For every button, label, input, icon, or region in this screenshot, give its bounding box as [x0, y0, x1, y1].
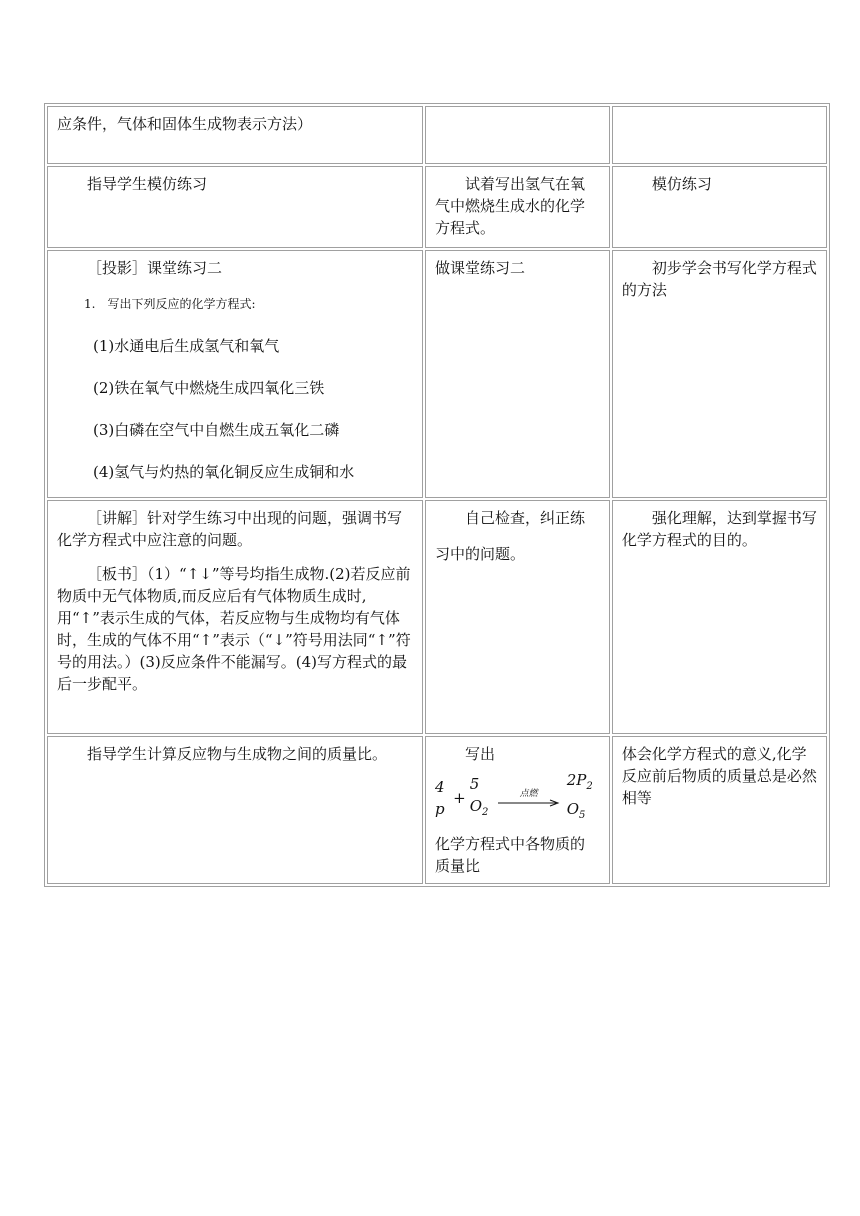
cell-text: 强化理解，达到掌握书写化学方程式的目的。: [621, 509, 817, 549]
cell-text: 模仿练习: [651, 175, 712, 193]
teacher-activity-cell: [47, 500, 423, 734]
equation-term: 4p: [434, 778, 445, 818]
cell-text: 体会化学方程式的意义,化学反应前后物质的质量总是必然相等: [621, 745, 817, 807]
teacher-activity-cell: [47, 166, 423, 248]
design-intent-cell: [612, 250, 827, 498]
teacher-activity-cell: [47, 736, 423, 884]
cell-text: 做课堂练习二: [434, 259, 525, 277]
design-intent-cell: [612, 166, 827, 248]
cell-text: 试着写出氢气在氧气中燃烧生成水的化学方程式。: [434, 175, 585, 237]
list-item: (4)氢气与灼热的氧化铜反应生成铜和水: [93, 463, 355, 481]
student-activity-cell: [425, 736, 610, 884]
cell-text: 指导学生计算反应物与生成物之间的质量比。: [87, 745, 388, 763]
table-row: [47, 250, 827, 498]
reaction-arrow: [498, 789, 560, 807]
equation-term: $2P_2O_5$: [566, 771, 593, 821]
design-intent-cell: [612, 500, 827, 734]
arrow-right-icon: [498, 799, 560, 807]
student-activity-cell: [425, 106, 610, 164]
list-item: (3)白磷在空气中自燃生成五氧化二磷: [93, 421, 340, 439]
list-item: (1)水通电后生成氢气和氧气: [93, 337, 280, 355]
design-intent-cell: [612, 736, 827, 884]
chemical-equation: [435, 769, 600, 827]
lesson-plan-table: [44, 103, 830, 887]
table-row: [47, 500, 827, 734]
student-activity-cell: [425, 250, 610, 498]
cell-text: 写出: [464, 745, 495, 763]
student-activity-cell: [425, 500, 610, 734]
cell-text: 应条件，气体和固体生成物表示方法）: [57, 115, 313, 133]
blackboard-text: ［板书］（1）“↑↓”等号均指生成物.(2)若反应前物质中无气体物质,而反应后有气体物质生成时,用“↑”表示生成的气体，若反应物与生成物均有气体时，生成的气体不用“↑”表示（“↓”符号用法同“↑”符号的用法。）(3)反应条件不能漏写。(4)写方程式的最后一步配平。: [57, 565, 411, 693]
cell-text: 自己检查，纠正练: [464, 509, 585, 527]
explanation-text: ［讲解］针对学生练习中出现的问题，强调书写化学方程式中应注意的问题。: [57, 509, 403, 549]
student-activity-cell: [425, 166, 610, 248]
cell-text: 化学方程式中各物质的质量比: [434, 835, 585, 875]
cell-text: 初步学会书写化学方程式的方法: [621, 259, 817, 299]
reaction-condition: 点燃: [519, 789, 538, 799]
design-intent-cell: [612, 106, 827, 164]
teacher-activity-cell: [47, 106, 423, 164]
teacher-activity-cell: [47, 250, 423, 498]
equation-plus: +: [453, 789, 466, 807]
table-row: [47, 736, 827, 884]
equation-term: $5O_2$: [469, 774, 489, 818]
cell-text: 习中的问题。: [434, 545, 525, 563]
cell-text: 指导学生模仿练习: [87, 175, 208, 193]
exercise-instruction: 1. 写出下列反应的化学方程式:: [84, 297, 256, 311]
table-row: [47, 106, 827, 164]
list-item: (2)铁在氧气中燃烧生成四氧化三铁: [93, 379, 325, 397]
table-row: [47, 166, 827, 248]
projection-heading: ［投影］课堂练习二: [87, 259, 223, 277]
